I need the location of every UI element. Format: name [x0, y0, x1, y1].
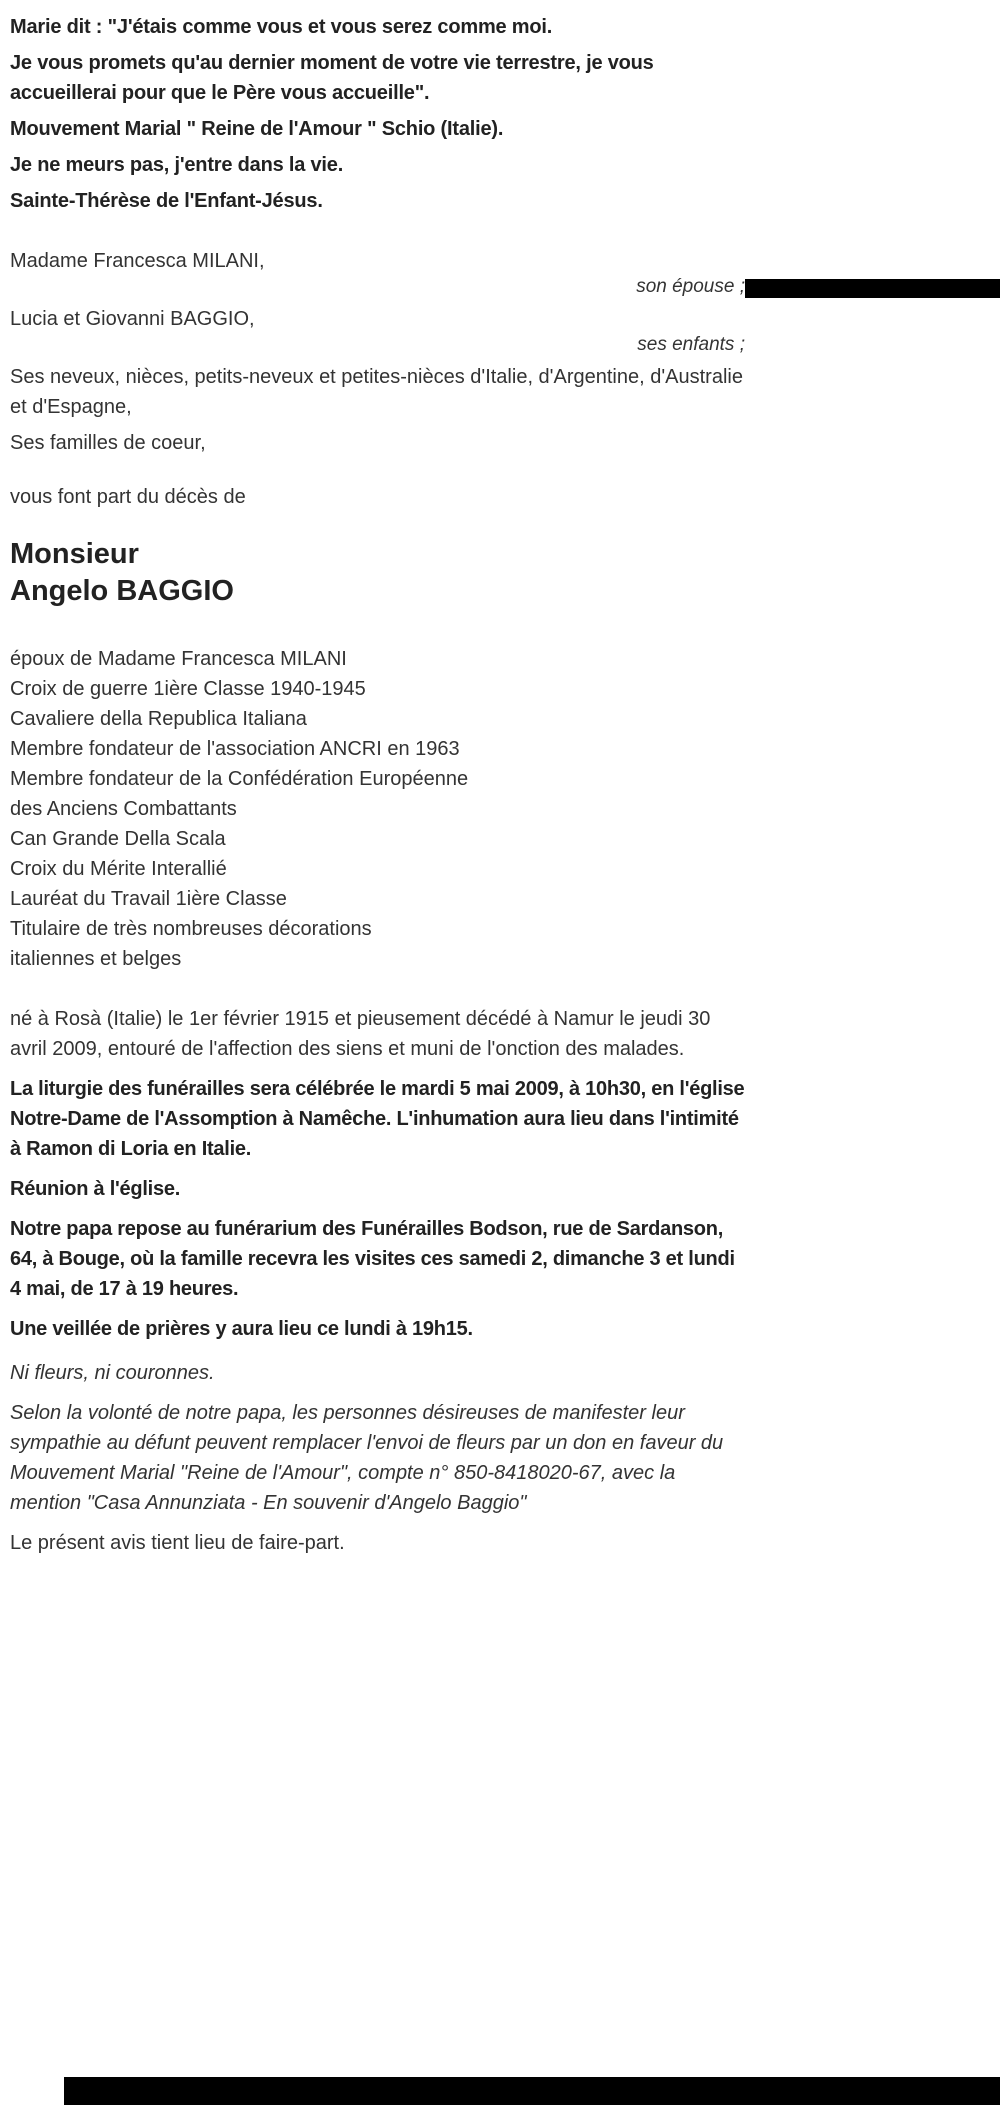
family-member-name: Madame Francesca MILANI, — [10, 250, 265, 272]
scan-artifact-bar-bottom — [64, 2077, 1000, 2105]
deceased-title: Monsieur — [10, 538, 139, 570]
epigraph-quote-marie-2: Je vous promets qu'au dernier moment de votre vie terrestre, je vous accueillerai pour que le Père vous accueille". — [10, 52, 654, 104]
ceremony-section — [10, 1074, 745, 1344]
epigraph-quote-marie-1: Marie dit : "J'étais comme vous et vous serez comme moi. — [10, 16, 553, 38]
honor-line: Croix du Mérite Interallié — [10, 858, 227, 880]
funeral-liturgy-info: La liturgie des funérailles sera célébrée le mardi 5 mai 2009, à 10h30, en l'église Notre-Dame de l'Assomption à Namêche. L'inhumation aura lieu dans l'intimité à Ramon di Loria en Italie. — [10, 1078, 745, 1160]
prayer-vigil-info: Une veillée de prières y aura lieu ce lundi à 19h15. — [10, 1318, 473, 1340]
honor-line: Cavaliere della Republica Italiana — [10, 708, 307, 730]
epigraph-quote-therese: Je ne meurs pas, j'entre dans la vie. — [10, 154, 344, 176]
honor-line: époux de Madame Francesca MILANI — [10, 648, 347, 670]
funeral-home-info: Notre papa repose au funérarium des Funérailles Bodson, rue de Sardanson, 64, à Bouge, où la famille recevra les visites ces samedi 2, dimanche 3 et lundi 4 mai, de 17 à 19 heures. — [10, 1218, 735, 1300]
honor-line: italiennes et belges — [10, 948, 182, 970]
honor-line: des Anciens Combattants — [10, 798, 237, 820]
family-entry — [10, 362, 745, 422]
honor-line: Titulaire de très nombreuses décorations — [10, 918, 372, 940]
epigraph-section — [10, 12, 745, 216]
wishes-section — [10, 1358, 745, 1518]
family-member-name: Ses familles de coeur, — [10, 432, 206, 454]
no-flowers-note: Ni fleurs, ni couronnes. — [10, 1362, 215, 1384]
honors-section — [10, 644, 745, 974]
honor-line: Can Grande Della Scala — [10, 828, 226, 850]
family-member-name: Lucia et Giovanni BAGGIO, — [10, 308, 255, 330]
family-member-name: Ses neveux, nièces, petits-neveux et petites-nièces d'Italie, d'Argentine, d'Australie et d'Espagne, — [10, 366, 743, 418]
donation-note: Selon la volonté de notre papa, les personnes désireuses de manifester leur sympathie au défunt peuvent remplacer l'envoi de fleurs par un don en faveur du Mouvement Marial "Reine de l'Amour", compte n° 850-8418020-67, avec la mention "Casa Annunziata - En souvenir d'Angelo Baggio" — [10, 1402, 724, 1514]
honor-line: Croix de guerre 1ière Classe 1940-1945 — [10, 678, 366, 700]
family-section — [10, 246, 745, 458]
closing-note: Le présent avis tient lieu de faire-part. — [10, 1532, 345, 1554]
epigraph-attribution-movement: Mouvement Marial " Reine de l'Amour " Schio (Italie). — [10, 118, 504, 140]
deceased-name: Angelo BAGGIO — [10, 575, 234, 607]
honor-line: Membre fondateur de la Confédération Européenne — [10, 768, 469, 790]
scan-artifact-bar-right — [745, 279, 1000, 298]
honor-line: Lauréat du Travail 1ière Classe — [10, 888, 287, 910]
epigraph-attribution-therese: Sainte-Thérèse de l'Enfant-Jésus. — [10, 190, 323, 212]
family-entry — [10, 304, 745, 356]
family-member-relation: ses enfants ; — [637, 334, 745, 355]
biography-paragraph: né à Rosà (Italie) le 1er février 1915 et pieusement décédé à Namur le jeudi 30 avril 2009, entouré de l'affection des siens et muni de l'onction des malades. — [10, 1008, 711, 1060]
family-entry — [10, 246, 745, 298]
family-entry — [10, 428, 745, 458]
church-meeting-info: Réunion à l'église. — [10, 1178, 181, 1200]
honor-line: Membre fondateur de l'association ANCRI en 1963 — [10, 738, 460, 760]
deceased-header — [10, 536, 745, 610]
announcement-intro: vous font part du décès de — [10, 486, 246, 508]
family-member-relation: son épouse ; — [636, 276, 745, 297]
